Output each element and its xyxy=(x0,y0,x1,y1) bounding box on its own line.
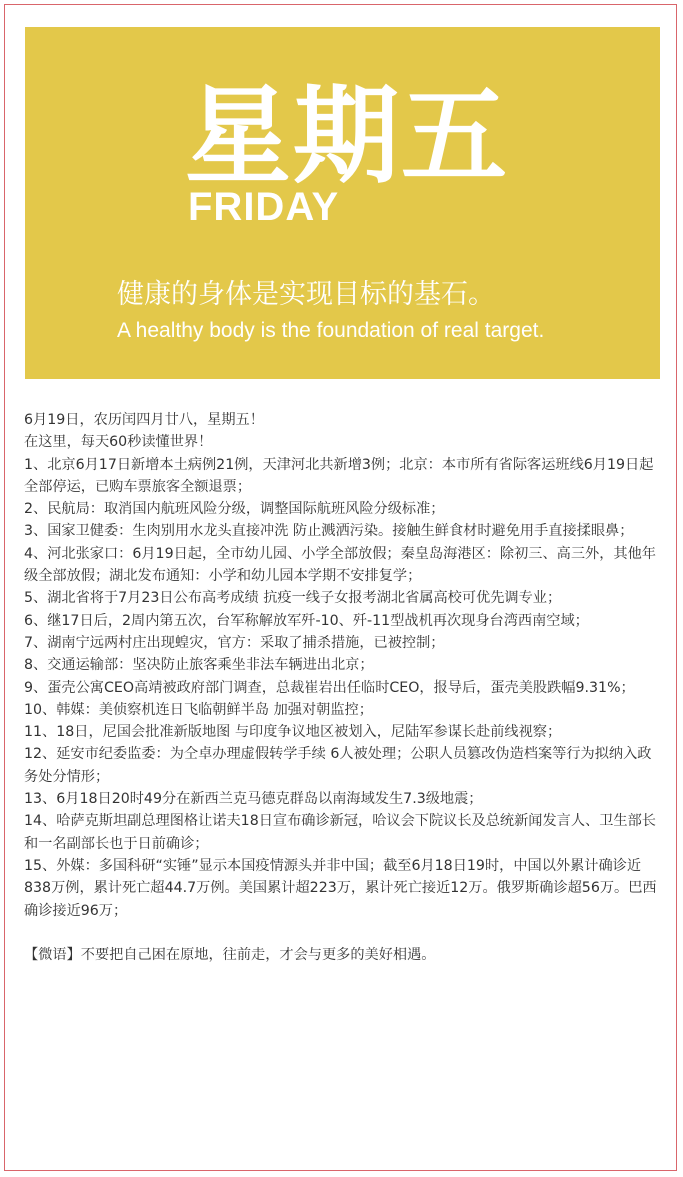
news-item: 13、6月18日20时49分在新西兰克马德克群岛以南海域发生7.3级地震； xyxy=(24,791,483,808)
news-item: 14、哈萨克斯坦副总理图格让诺夫18日宣布确诊新冠，哈议会下院议长及总统新闻发言人、卫生部长和一名副部长也于日前确诊； xyxy=(24,813,656,852)
news-item: 5、湖北省将于7月23日公布高考成绩 抗疫一线子女报考湖北省属高校可优先调专业； xyxy=(24,590,562,607)
news-item: 8、交通运输部：坚决防止旅客乘坐非法车辆进出北京； xyxy=(24,657,374,674)
news-item: 4、河北张家口：6月19日起，全市幼儿园、小学全部放假；秦皇岛海港区：除初三、高三外，其他年级全部放假；湖北发布通知：小学和幼儿园本学期不安排复学； xyxy=(24,545,656,585)
banner-motto-zh: 健康的身体是实现目标的基石。 xyxy=(117,279,495,310)
news-item: 7、湖南宁远两村庄出现蝗灾，官方：采取了捕杀措施，已被控制； xyxy=(24,634,445,651)
banner-title: 星期五 xyxy=(185,75,509,198)
banner-title-en: FRIDAY xyxy=(188,185,340,229)
banner-motto-en: A healthy body is the foundation of real target. xyxy=(117,319,545,342)
news-item: 10、韩媒：美侦察机连日飞临朝鲜半岛 加强对朝监控； xyxy=(24,701,373,718)
news-item: 12、延安市纪委监委：为仝卓办理虚假转学手续 6人被处理；公职人员篡改伪造档案等行为拟纳入政务处分情形； xyxy=(24,746,652,785)
news-item: 1、北京6月17日新增本土病例21例，天津河北共新增3例；北京：本市所有省际客运班线6月19日起全部停运，已购车票旅客全额退票； xyxy=(24,456,654,495)
news-item: 9、蛋壳公寓CEO高靖被政府部门调查，总裁崔岩出任临时CEO，报导后，蛋壳美股跌幅9.31%； xyxy=(24,679,635,696)
wisdom-quote: 【微语】不要把自己困在原地，往前走，才会与更多的美好相遇。 xyxy=(24,946,436,963)
news-item: 6、继17日后，2周内第五次，台军称解放军歼-10、歼-11型战机再次现身台湾西南空域； xyxy=(24,612,589,629)
news-item: 15、外媒：多国科研“实锤”显示本国疫情源头并非中国；截至6月18日19时，中国以外累计确诊近838万例，累计死亡超44.7万例。美国累计超223万，累计死亡接近12万。俄罗斯确诊超56万。巴西确诊接近96万； xyxy=(24,857,657,919)
news-item: 2、民航局：取消国内航班风险分级，调整国际航班风险分级标准； xyxy=(24,501,445,518)
tagline: 在这里，每天60秒读懂世界！ xyxy=(24,434,213,451)
news-item: 11、18日，尼国会批准新版地图 与印度争议地区被划入，尼陆军参谋长赴前线视察； xyxy=(24,724,562,741)
news-item: 3、国家卫健委：生肉别用水龙头直接冲洗 防止溅洒污染。接触生鲜食材时避免用手直接揉眼鼻； xyxy=(24,523,634,540)
friday-banner xyxy=(25,27,660,379)
date-line: 6月19日，农历闰四月廿八，星期五！ xyxy=(24,412,264,428)
article-body xyxy=(24,409,664,966)
